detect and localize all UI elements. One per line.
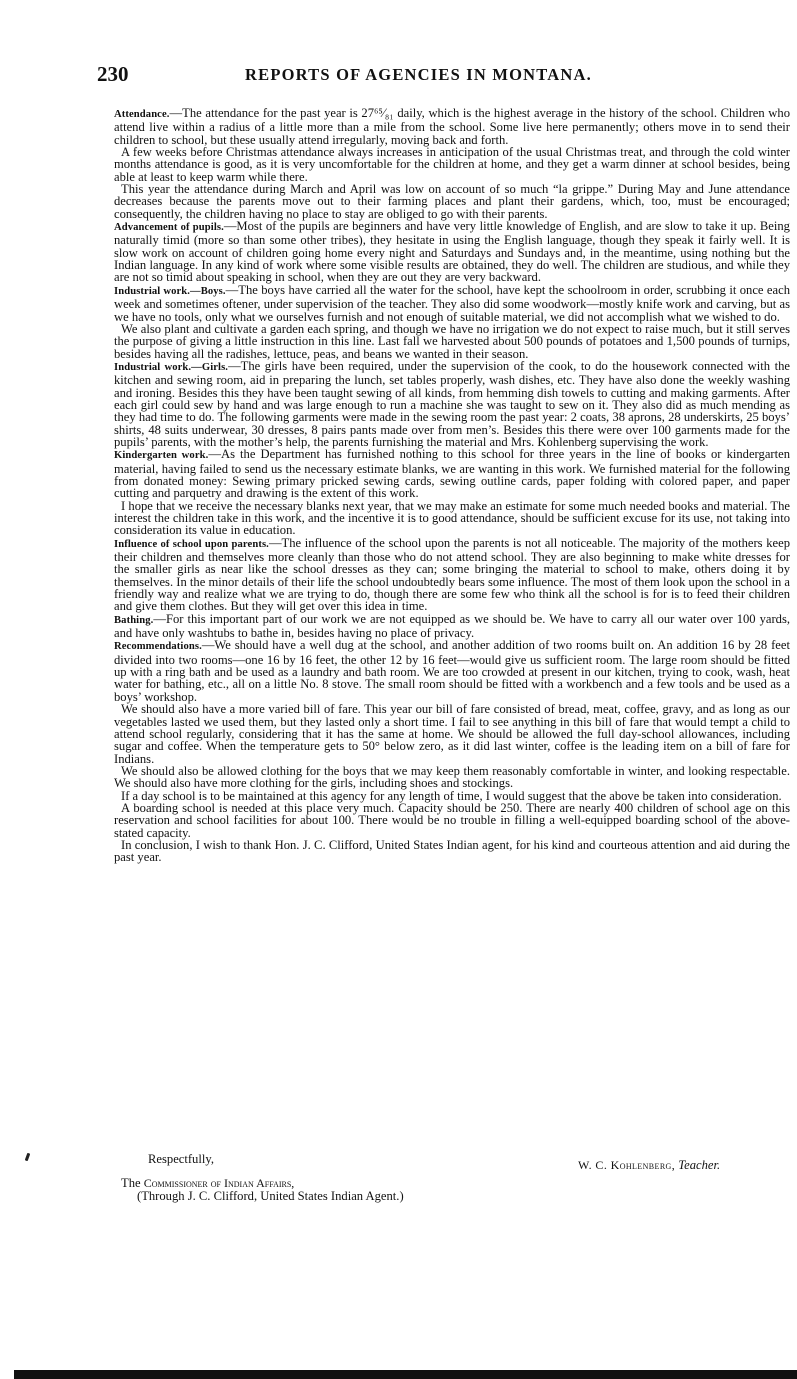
report-body [114, 107, 790, 864]
paragraph-heading: Recommendations. [114, 641, 202, 653]
paragraph [114, 500, 790, 537]
paragraph-text: In conclusion, I wish to thank Hon. J. C. Clifford, United States Indian agent, for his kind and courteous attention and aid during the past year. [114, 837, 790, 865]
ink-mark [25, 1153, 31, 1162]
paragraph [114, 537, 790, 613]
paragraph [114, 183, 790, 220]
paragraph [114, 765, 790, 790]
paragraph [114, 323, 790, 360]
closing-respectfully: Respectfully, [148, 1152, 214, 1166]
signature-title: Teacher. [678, 1158, 721, 1172]
paragraph-heading: Kindergarten work. [114, 450, 209, 462]
signature-name: W. C. Kohlenberg, [578, 1158, 676, 1172]
page-header [97, 62, 777, 88]
paragraph-text: —We should have a well dug at the school, and another addition of two rooms built on. An addition 16 by 28 feet divided into two rooms—one 16 by 16 feet, the other 12 by 16 feet—would give us sufficient room. The large room should be fitted up with a ring bath and be used as a laundry and bath room. We are too crowded at present in our kitchen, trying to cook, wash, heat water for bathing, etc., all on a little No. 8 stove. The small room should be fitted with a workbench and a few tools and be used as a boys’ workshop. [114, 638, 790, 704]
paragraph-heading: Industrial work.—Girls. [114, 361, 229, 373]
paragraph [114, 220, 790, 284]
signature [578, 1158, 720, 1173]
paragraph-text: —The boys have carried all the water for the school, have kept the schoolroom in order, scrubbing it once each week and sometimes oftener, under supervision of the teacher. They also did some woodwork—mostly knife work and carving, but as we have no tools, only what we ourselves furnish and not enough of suitable material, we did not accomplish what we wished to do. [114, 282, 790, 324]
paragraph-text: We also plant and cultivate a garden each spring, and though we have no irrigation we do not expect to raise much, but it still serves the purpose of giving a little instruction in this line. Last fall we harvested about 500 pounds of potatoes and 1,500 pounds of turnips, besides having all the radishes, lettuce, peas, and beans we wanted in their season. [114, 321, 790, 361]
paragraph-text: —The attendance for the past year is 27⁶⁵⁄₈₁ daily, which is the highest average in the history of the school. Children who attend live within a radius of a little more than a mile from the school. Some live here permanently; others move in to send their children to school, but these usually attend irregularly, moving back and forth. [114, 106, 790, 147]
addressee-prefix: The [121, 1176, 141, 1190]
paragraph-heading: Bathing. [114, 614, 154, 626]
addressee-name: Commissioner of Indian Affairs, [143, 1176, 295, 1190]
paragraph-heading: Industrial work.—Boys. [114, 285, 226, 297]
paragraph-text: I hope that we receive the necessary blanks next year, that we may make an estimate for some much needed books and material. The interest the children take in this work, and the incentive it is to good attendance, should be sufficient excuse for its use, not taking into consideration its value in education. [114, 498, 790, 538]
paragraph [114, 107, 790, 146]
paragraph-text: —As the Department has furnished nothing to this school for three years in the line of books or kindergarten material, having failed to send us the necessary estimate blanks, we are wanting in this work. We furnished material for the following from donated money: Sewing primary pricked sewing cards, sewing outline cards, paper folding with colored paper, and paper cutting and parquetry and drawing is the extent of this work. [114, 447, 790, 501]
paragraph-text: A boarding school is needed at this place very much. Capacity should be 250. There are nearly 400 children of school age on this reservation and school facilities for about 100. There would be no trouble in filling a well-equipped boarding school of the above-stated capacity. [114, 800, 790, 840]
paragraph [114, 146, 790, 183]
paragraph [114, 802, 790, 839]
paragraph-text: —The girls have been required, under the supervision of the cook, to do the housework connected with the kitchen and sewing room, aid in preparing the lunch, set tables properly, wash dishes, etc. They have also done the weekly washing and ironing. Besides this they have been taught sewing of all kinds, from hemming dish towels to cutting and making garments. After each girl could sew by hand and was large enough to run a machine she was taught to sew on it. They also did as much mending as they had time to do. The following garments were made in the sewing room the past year: 2 coats, 38 aprons, 28 underskirts, 25 boys’ shirts, 48 suits underwear, 30 dresses, 8 pairs pants made over from men’s. Besides this there were over 100 garments made for the pupils’ parents, with the mother’s help, the parents furnishing the material and Mrs. Kohlenberg supervising the work. [114, 358, 790, 449]
paragraph-text: If a day school is to be maintained at this agency for any length of time, I would suggest that the above be taken into consideration. [121, 788, 782, 803]
running-head: REPORTS OF AGENCIES IN MONTANA. [245, 65, 592, 84]
paragraph [114, 639, 790, 703]
paragraph-heading: Advancement of pupils. [114, 222, 224, 234]
paragraph [114, 839, 790, 864]
paragraph [114, 360, 790, 448]
paragraph-text: A few weeks before Christmas attendance always increases in anticipation of the usual Christmas treat, and through the cold winter months attendance is good, as it is very uncomfortable for the children at home, and they get a warm dinner at school besides, being able at least to keep warm while there. [114, 145, 790, 184]
page-number: 230 [97, 62, 129, 86]
paragraph-heading: Influence of school upon parents. [114, 538, 269, 550]
paragraph [114, 284, 790, 323]
paragraph [114, 448, 790, 499]
bottom-border [0, 1370, 797, 1379]
paragraph-text: —The influence of the school upon the parents is not all noticeable. The majority of the mothers keep their children and themselves more cleanly than those who do not attend school. They are also beginning to make white dresses for the smaller girls as near like the school dresses as they can; some bringing the material to school to make, others doing it by themselves. In the minor details of their life the school undoubtedly bears some influence. The most of them look upon the school in a friendly way and realize what we are trying to do, though there are some few who think all the school is for is to feed their children and give them clothes. But they will get over this idea in time. [114, 535, 790, 614]
paragraph-text: —For this important part of our work we are not equipped as we should be. We have to carry all our water over 100 yards, and have only washtubs to bathe in, besides having no place of privacy. [114, 611, 790, 641]
paragraph-heading: Attendance. [114, 109, 170, 120]
paragraph-text: —Most of the pupils are beginners and have very little knowledge of English, and are slow to take it up. Being naturally timid (more so than some other tribes), they hesitate in using the English language, though they speak it fairly well. It is slow work on account of children going home every night and Saturdays and Sundays and, in the meantime, using nothing but the Indian language. In any kind of work where some visible results are obtained, they do well. The children are studious, and while they are not so timid about speaking in school, when they are out they are very backward. [114, 219, 790, 285]
paragraph-text: We should also be allowed clothing for the boys that we may keep them reasonably comfortable in winter, and looking respectable. We should also have more clothing for the girls, including shoes and stockings. [114, 763, 790, 791]
paragraph [114, 613, 790, 640]
paragraph-text: This year the attendance during March and April was low on account of so much “la grippe.” During May and June attendance decreases because the parents move out to their farming places and plant their gardens, which, too, must be encouraged; consequently, the children having no place to stay are obliged to go with their parents. [114, 182, 790, 221]
paragraph-text: We should also have a more varied bill of fare. This year our bill of fare consisted of bread, meat, coffee, gravy, and as long as our vegetables lasted we used them, but they lasted only a short time. I fail to see anything in this bill of fare that would tempt a child to attend school regularly, considering that it has the same at home. We should be allowed the full day-school allowances, including sugar and coffee. When the temperature gets to 50° below zero, as it did last winter, coffee is the leading item on a bill of fare for Indians. [114, 702, 790, 766]
addressee-through: (Through J. C. Clifford, United States Indian Agent.) [137, 1189, 404, 1203]
paragraph [114, 703, 790, 765]
